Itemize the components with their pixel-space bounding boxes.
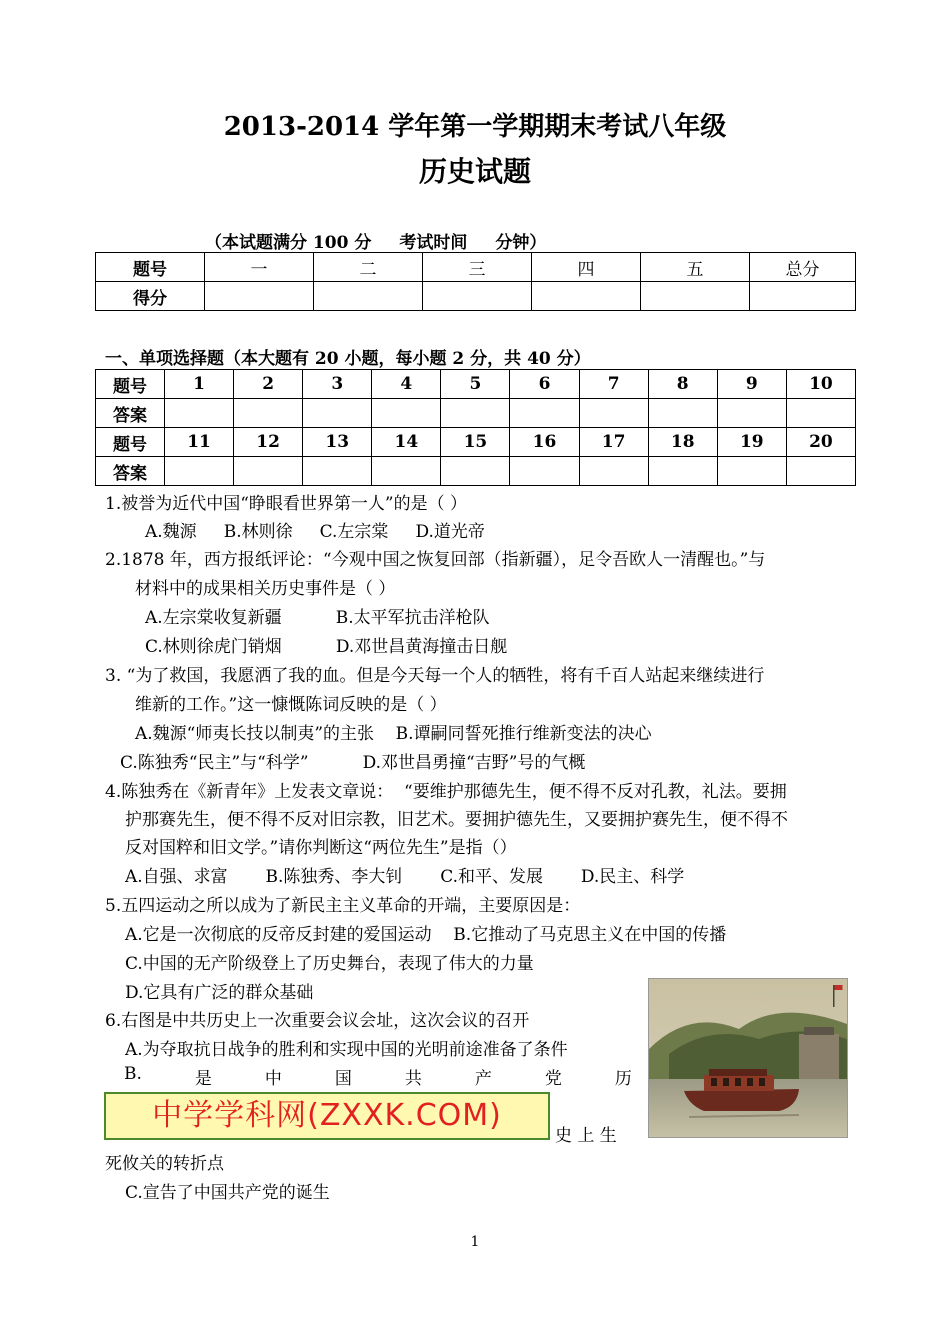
qnum-label: 题号 — [96, 428, 165, 457]
answer-blank[interactable] — [303, 457, 372, 486]
qnum-cell: 18 — [648, 428, 717, 457]
minutes-text: 分钟） — [495, 233, 547, 253]
answer-blank[interactable] — [165, 399, 234, 428]
option-b-word: 共 — [404, 1069, 422, 1089]
answer-blank[interactable] — [510, 457, 579, 486]
question-6-option-b-cont: 死攸关的转折点 — [105, 1154, 224, 1174]
question-6-option-c: C.宣告了中国共产党的诞生 — [125, 1183, 330, 1203]
qnum-cell: 2 — [234, 370, 303, 399]
answer-label: 答案 — [96, 399, 165, 428]
answer-blank[interactable] — [579, 457, 648, 486]
watermark-banner: 中学学科网(ZXXK.COM) — [104, 1092, 550, 1140]
answer-blank[interactable] — [372, 399, 441, 428]
option-b-word: 是 — [194, 1069, 212, 1089]
question-3: 3. “为了救国，我愿洒了我的血。但是今天每一个人的牺牲，将有千百人站起来继续进行 — [105, 666, 765, 686]
score-cell: 四 — [532, 253, 641, 282]
qnum-cell: 13 — [303, 428, 372, 457]
exam-time-text: 考试时间 — [399, 233, 468, 253]
option-b-word: 历 — [614, 1069, 632, 1089]
exam-subtitle: 历史试题 — [418, 155, 531, 188]
section-heading: 一、单项选择题（本大题有 20 小题，每小题 2 分，共 40 分） — [105, 349, 591, 369]
question-2-options-cd: C.林则徐虎门销烟 D.邓世昌黄海撞击日舰 — [145, 637, 508, 657]
score-table — [95, 252, 856, 311]
score-cell: 三 — [423, 253, 532, 282]
qnum-cell: 14 — [372, 428, 441, 457]
question-3-cont: 维新的工作。”这一慷慨陈词反映的是（ ） — [135, 695, 447, 715]
question-5-options-ab: A.它是一次彻底的反帝反封建的爱国运动 B.它推动了马克思主义在中国的传播 — [125, 925, 727, 945]
score-label: 得分 — [96, 282, 205, 311]
qnum-cell: 12 — [234, 428, 303, 457]
question-2-options-ab: A.左宗棠收复新疆 B.太平军抗击洋枪队 — [145, 608, 490, 628]
qnum-cell: 16 — [510, 428, 579, 457]
answer-num-row — [96, 370, 856, 399]
option-b-word: 国 — [334, 1069, 352, 1089]
qnum-cell: 1 — [165, 370, 234, 399]
answer-blank[interactable] — [372, 457, 441, 486]
score-cell: 二 — [314, 253, 423, 282]
option-b-word: B. — [124, 1064, 142, 1084]
question-5-option-c: C.中国的无产阶级登上了历史舞台，表现了伟大的力量 — [125, 954, 534, 974]
score-blank[interactable] — [205, 282, 314, 311]
question-6: 6.右图是中共历史上一次重要会议会址，这次会议的召开 — [105, 1011, 530, 1031]
answer-table — [95, 369, 856, 486]
qnum-cell: 10 — [786, 370, 855, 399]
answer-row — [96, 399, 856, 428]
question-2: 2.1878 年，西方报纸评论：“今观中国之恢复回部（指新疆），足令吾欧人一清醒也。”与 — [105, 550, 766, 570]
score-blank[interactable] — [750, 282, 856, 311]
exam-info — [205, 228, 546, 253]
answer-num-row — [96, 428, 856, 457]
question-3-options-ab: A.魏源“师夷长技以制夷”的主张 B.谭嗣同誓死推行维新变法的决心 — [135, 724, 652, 744]
answer-blank[interactable] — [303, 399, 372, 428]
score-header-row — [96, 253, 856, 282]
answer-blank[interactable] — [648, 457, 717, 486]
answer-blank[interactable] — [717, 457, 786, 486]
question-6-option-a: A.为夺取抗日战争的胜利和实现中国的光明前途准备了条件 — [125, 1040, 568, 1060]
answer-blank[interactable] — [234, 457, 303, 486]
answer-blank[interactable] — [234, 399, 303, 428]
exam-title: 2013-2014 学年第一学期期末考试八年级 — [223, 112, 727, 142]
qnum-cell: 15 — [441, 428, 510, 457]
score-blank[interactable] — [423, 282, 532, 311]
answer-blank[interactable] — [648, 399, 717, 428]
qnum-cell: 6 — [510, 370, 579, 399]
qnum-cell: 7 — [579, 370, 648, 399]
qnum-cell: 4 — [372, 370, 441, 399]
qnum-cell: 5 — [441, 370, 510, 399]
qnum-cell: 19 — [717, 428, 786, 457]
score-blank[interactable] — [532, 282, 641, 311]
question-3-options-cd: C.陈独秀“民主”与“科学” D.邓世昌勇撞“吉野”号的气概 — [120, 753, 586, 773]
red-boat-lake-image — [649, 979, 847, 1137]
answer-blank[interactable] — [579, 399, 648, 428]
score-cell: 题号 — [96, 253, 205, 282]
question-2-cont: 材料中的成果相关历史事件是（ ） — [135, 579, 396, 599]
question-4-cont2: 反对国粹和旧文学。”请你判断这“两位先生”是指（） — [125, 838, 517, 858]
score-blank[interactable] — [314, 282, 423, 311]
option-b-word: 党 — [544, 1069, 562, 1089]
score-cell: 一 — [205, 253, 314, 282]
question-1: 1.被誉为近代中国“睁眼看世界第一人”的是（ ） — [105, 494, 468, 514]
question-4: 4.陈独秀在《新青年》上发表文章说： “要维护那德先生，便不得不反对孔教，礼法。要拥 — [105, 782, 787, 802]
answer-blank[interactable] — [717, 399, 786, 428]
score-cell: 五 — [641, 253, 750, 282]
full-score-text: （本试题满分 100 分 — [205, 233, 372, 253]
qnum-label: 题号 — [96, 370, 165, 399]
qnum-cell: 11 — [165, 428, 234, 457]
answer-blank[interactable] — [441, 399, 510, 428]
question-6-option-b-tail: 史 上 生 — [555, 1126, 617, 1146]
answer-blank[interactable] — [441, 457, 510, 486]
answer-blank[interactable] — [510, 399, 579, 428]
question-5-option-d: D.它具有广泛的群众基础 — [125, 983, 314, 1003]
qnum-cell: 8 — [648, 370, 717, 399]
question-5: 5.五四运动之所以成为了新民主主义革命的开端，主要原因是： — [105, 896, 581, 916]
score-cell: 总分 — [750, 253, 856, 282]
score-value-row — [96, 282, 856, 311]
qnum-cell: 9 — [717, 370, 786, 399]
answer-blank[interactable] — [786, 457, 855, 486]
option-b-word: 中 — [264, 1069, 282, 1089]
page-number: 1 — [470, 1234, 480, 1250]
question-6-option-b — [124, 1064, 632, 1089]
score-blank[interactable] — [641, 282, 750, 311]
qnum-cell: 20 — [786, 428, 855, 457]
question-1-options: A.魏源 B.林则徐 C.左宗棠 D.道光帝 — [145, 522, 485, 542]
question-4-options: A.自强、求富 B.陈独秀、李大钊 C.和平、发展 D.民主、科学 — [125, 867, 685, 887]
qnum-cell: 3 — [303, 370, 372, 399]
question-4-cont: 护那赛先生，便不得不反对旧宗教，旧艺术。要拥护德先生，又要拥护赛先生，便不得不 — [125, 810, 788, 830]
qnum-cell: 17 — [579, 428, 648, 457]
answer-blank[interactable] — [786, 399, 855, 428]
answer-row — [96, 457, 856, 486]
meeting-site-photo — [648, 978, 848, 1138]
answer-label: 答案 — [96, 457, 165, 486]
answer-blank[interactable] — [165, 457, 234, 486]
option-b-word: 产 — [474, 1069, 492, 1089]
